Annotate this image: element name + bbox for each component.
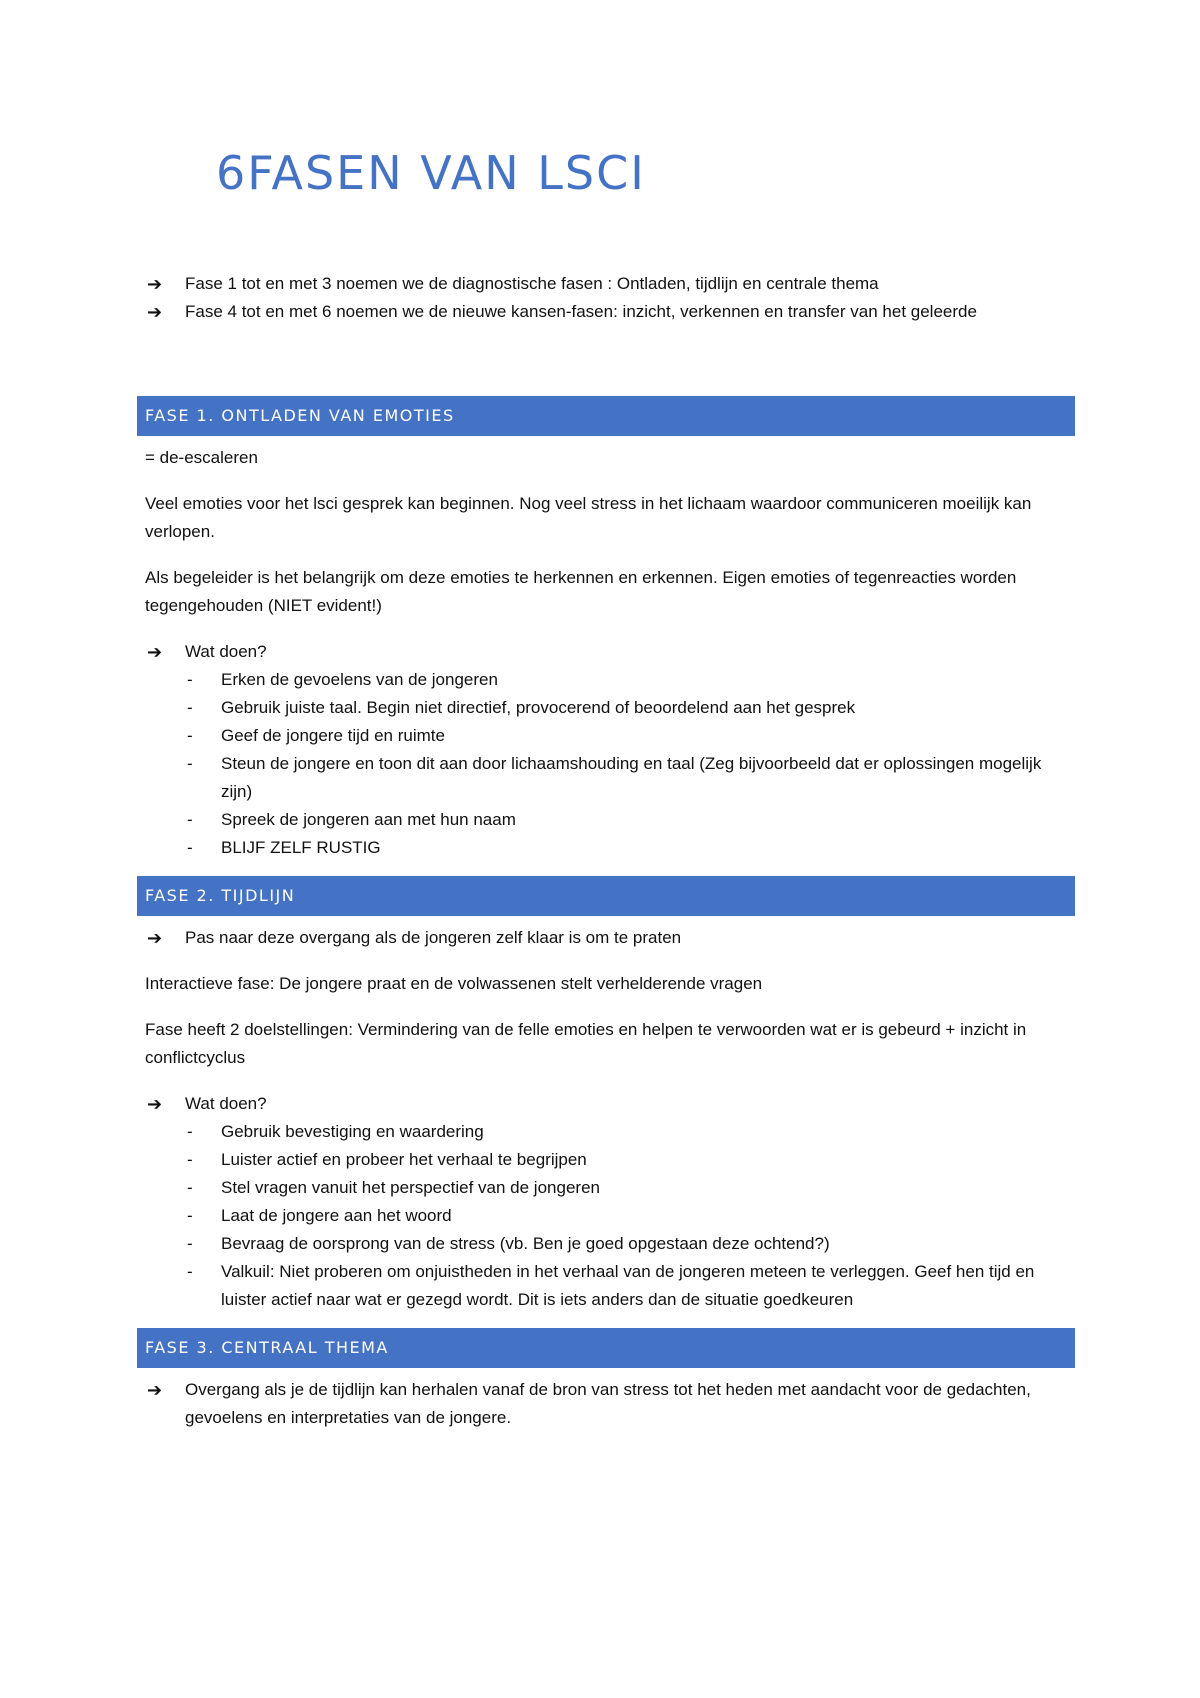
list-item [145,1202,1070,1230]
fase-2-paragraph: Interactieve fase: De jongere praat en de volwassenen stelt verhelderende vragen [145,974,763,993]
list-item [145,722,1070,750]
fase-1-paragraph: Veel emoties voor het lsci gesprek kan beginnen. Nog veel stress in het lichaam waardoor communiceren moeilijk kan verlopen. [145,494,1032,541]
dash-bullet: - [187,754,193,773]
list-item-text: Bevraag de oorsprong van de stress (vb. Ben je goed opgestaan deze ochtend?) [221,1234,830,1253]
fase-1-list [145,666,1070,862]
fase-2-paragraph: Fase heeft 2 doelstellingen: Vermindering van de felle emoties en helpen te verwoorden wat er is gebeurd + inzicht in conflictcyclus [145,1020,1027,1067]
dash-bullet: - [187,1150,193,1169]
what-label-text: Wat doen? [185,1094,267,1113]
section-heading-fase-2: FASE 2. TIJDLIJN [137,876,1075,916]
list-item [145,1174,1070,1202]
arrow-icon: ➔ [147,274,163,294]
arrow-icon: ➔ [147,1380,163,1400]
dash-bullet: - [187,1122,193,1141]
intro-item-text: Fase 4 tot en met 6 noemen we de nieuwe kansen-fasen: inzicht, verkennen en transfer van het geleerde [185,302,977,321]
fase-3-arrow-item [145,1376,1070,1432]
document-body [145,270,1070,1432]
list-item [145,806,1070,834]
list-item-text: Geef de jongere tijd en ruimte [221,726,445,745]
dash-bullet: - [187,1234,193,1253]
arrow-icon: ➔ [147,642,163,662]
list-item [145,1146,1070,1174]
intro-list [145,270,1070,326]
section-heading-fase-1: FASE 1. ONTLADEN VAN EMOTIES [137,396,1075,436]
arrow-item-text: Overgang als je de tijdlijn kan herhalen vanaf de bron van stress tot het heden met aandacht voor de gedachten, gevoelens en interpretaties van de jongere. [185,1380,1031,1427]
list-item-text: Gebruik bevestiging en waardering [221,1122,484,1141]
dash-bullet: - [187,810,193,829]
arrow-icon: ➔ [147,928,163,948]
what-label-text: Wat doen? [185,642,267,661]
intro-item-text: Fase 1 tot en met 3 noemen we de diagnostische fasen : Ontladen, tijdlijn en centrale thema [185,274,879,293]
list-item-text: Laat de jongere aan het woord [221,1206,452,1225]
list-item [145,1118,1070,1146]
dash-bullet: - [187,698,193,717]
arrow-icon: ➔ [147,302,163,322]
page-title: 6FASEN VAN LSCI [216,146,646,200]
list-item [145,666,1070,694]
list-item [145,1258,1070,1314]
list-item-text: Luister actief en probeer het verhaal te begrijpen [221,1150,587,1169]
dash-bullet: - [187,1178,193,1197]
list-item-text: BLIJF ZELF RUSTIG [221,838,381,857]
arrow-item-text: Pas naar deze overgang als de jongeren zelf klaar is om te praten [185,928,682,947]
fase-2-arrow-item [145,924,1070,952]
intro-item [145,298,1070,326]
list-item [145,694,1070,722]
list-item-text: Spreek de jongeren aan met hun naam [221,810,516,829]
list-item-text: Gebruik juiste taal. Begin niet directief, provocerend of beoordelend aan het gesprek [221,698,856,717]
list-item [145,1230,1070,1258]
list-item-text: Steun de jongere en toon dit aan door lichaamshouding en taal (Zeg bijvoorbeeld dat er oplossingen mogelijk zijn) [221,754,1042,801]
dash-bullet: - [187,726,193,745]
dash-bullet: - [187,1206,193,1225]
section-heading-fase-3: FASE 3. CENTRAAL THEMA [137,1328,1075,1368]
fase-1-paragraph: Als begeleider is het belangrijk om deze emoties te herkennen en erkennen. Eigen emoties of tegenreacties worden tegengehouden (NIET evident!) [145,568,1017,615]
fase-2-list [145,1118,1070,1314]
arrow-icon: ➔ [147,1094,163,1114]
intro-item [145,270,1070,298]
list-item-text: Stel vragen vanuit het perspectief van de jongeren [221,1178,600,1197]
list-item [145,750,1070,806]
fase-1-subtitle: = de-escaleren [145,448,258,467]
list-item-text: Valkuil: Niet proberen om onjuistheden in het verhaal van de jongeren meteen te verleggen. Geef hen tijd en luister actief naar wat er gezegd wordt. Dit is iets anders dan de situatie goedkeuren [221,1262,1035,1309]
dash-bullet: - [187,1262,193,1281]
fase-1-what-label [145,638,1070,666]
dash-bullet: - [187,838,193,857]
fase-2-what-label [145,1090,1070,1118]
dash-bullet: - [187,670,193,689]
list-item-text: Erken de gevoelens van de jongeren [221,670,498,689]
list-item [145,834,1070,862]
